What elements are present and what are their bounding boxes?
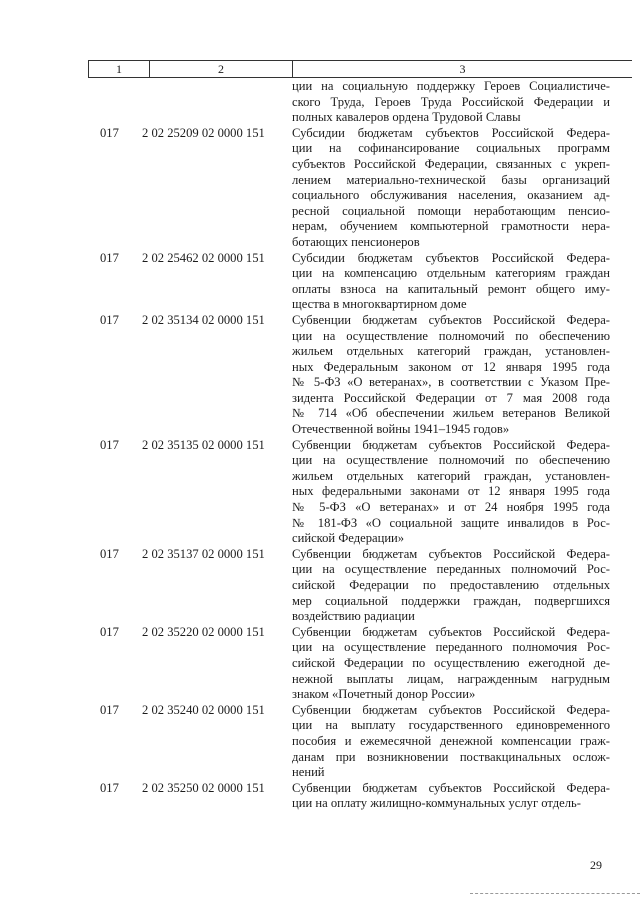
page-number: 29 <box>590 858 602 872</box>
description-line: жильем отдельных категорий граждан, установлен- <box>292 468 610 483</box>
description-line: ции на софинансирование социальных программ <box>292 141 610 156</box>
description-line: № 5-ФЗ «О ветеранах», в соответствии с Указом Пре- <box>292 375 610 390</box>
description-line: ции на осуществление переданных полномочий Рос- <box>292 562 610 577</box>
description-line: данам при возникновении поствакцинальных ослож- <box>292 749 610 764</box>
admin-code: 017 <box>100 437 119 452</box>
description-line: № 714 «Об обеспечении жильем ветеранов Великой <box>292 406 610 421</box>
description-line: мер социальной поддержки граждан, подвергшихся <box>292 593 610 608</box>
description-line: № 5-ФЗ «О ветеранах» и от 24 ноября 1995 года <box>292 500 610 515</box>
income-description <box>292 126 610 251</box>
description-line: ции на осуществление полномочий по обеспечению <box>292 453 610 468</box>
description-line: Субвенции бюджетам субъектов Российской Федера- <box>292 780 610 795</box>
description-line: жильем отдельных категорий граждан, установлен- <box>292 344 610 359</box>
description-line: пособия и ежемесячной денежной компенсации граж- <box>292 733 610 748</box>
description-line: ции на компенсацию отдельным категориям граждан <box>292 266 610 281</box>
description-line: сийской Федерации» <box>292 531 405 546</box>
budget-classification-code: 2 02 25209 02 0000 151 <box>142 125 265 140</box>
income-description <box>292 438 610 547</box>
description-line: щества в многоквартирном доме <box>292 297 467 312</box>
description-line: ции на оплату жилищно-коммунальных услуг отдель- <box>292 796 581 811</box>
description-line: сийской Федерации по предоставлению отдельных <box>292 578 610 592</box>
description-line: знаком «Почетный донор России» <box>292 687 476 702</box>
description-line: оплаты взноса на капитальный ремонт общего иму- <box>292 281 610 296</box>
admin-code: 017 <box>100 546 119 561</box>
description-line: ных Федеральным законом от 12 января 1995 года <box>292 359 610 374</box>
table-body <box>100 79 610 812</box>
description-line: зидента Российской Федерации от 7 мая 2008 года <box>292 390 610 405</box>
description-line: ции на социальную поддержку Героев Социалистиче- <box>292 79 610 93</box>
admin-code: 017 <box>100 250 119 265</box>
description-line: ции на выплату государственного единовременного <box>292 718 610 733</box>
income-description <box>292 625 610 703</box>
description-line: нерам, обучением компьютерной грамотности нера- <box>292 219 610 234</box>
admin-code <box>100 79 142 126</box>
description-line: сийской Федерации по осуществлению ежегодной де- <box>292 655 610 670</box>
budget-classification-code: 2 02 35220 02 0000 151 <box>142 624 265 639</box>
description-line: Субвенции бюджетам субъектов Российской Федера- <box>292 437 610 452</box>
description-line: Субвенции бюджетам субъектов Российской Федера- <box>292 702 610 717</box>
budget-classification-code: 2 02 35134 02 0000 151 <box>142 312 265 327</box>
description-line: Субвенции бюджетам субъектов Российской Федера- <box>292 546 610 561</box>
admin-code: 017 <box>100 780 119 795</box>
description-line: ботающих пенсионеров <box>292 234 420 249</box>
income-description <box>292 547 610 625</box>
table-row <box>100 251 610 313</box>
description-line: ского Труда, Героев Труда Российской Федерации и <box>292 94 610 109</box>
header-col-2: 2 <box>150 61 293 77</box>
table-row <box>100 313 610 438</box>
admin-code: 017 <box>100 125 119 140</box>
income-description <box>292 781 610 812</box>
table-row <box>100 79 610 126</box>
income-description <box>292 79 610 126</box>
description-line: полных кавалеров ордена Трудовой Славы <box>292 110 521 125</box>
description-line: Субвенции бюджетам субъектов Российской Федера- <box>292 624 610 639</box>
description-line: ции на осуществление полномочий по обеспечению <box>292 328 610 343</box>
description-line: нений <box>292 765 325 780</box>
description-line: нежной выплаты лицам, награжденным нагрудным <box>292 671 610 686</box>
description-line: Субвенции бюджетам субъектов Российской Федера- <box>292 312 610 327</box>
description-line: Отечественной войны 1941–1945 годов» <box>292 422 510 437</box>
description-line: субъектов Российской Федерации, связанных с укреп- <box>292 156 610 171</box>
description-line: Субсидии бюджетам субъектов Российской Федера- <box>292 125 610 140</box>
description-line: социального обслуживания населения, оказанием ад- <box>292 188 610 203</box>
table-row <box>100 438 610 547</box>
description-line: ресной социальной помощи неработающим пенсио- <box>292 203 610 218</box>
budget-classification-code: 2 02 35137 02 0000 151 <box>142 546 265 561</box>
table-row <box>100 126 610 251</box>
budget-classification-code: 2 02 25462 02 0000 151 <box>142 250 265 265</box>
budget-classification-code: 2 02 35250 02 0000 151 <box>142 780 265 795</box>
budget-classification-code: 2 02 35135 02 0000 151 <box>142 437 265 452</box>
footer-rule <box>470 893 640 894</box>
header-col-3: 3 <box>459 62 466 76</box>
description-line: ных федеральными законами от 12 января 1995 года <box>292 484 610 499</box>
description-line: лением материально-технической базы организаций <box>292 172 610 187</box>
admin-code: 017 <box>100 624 119 639</box>
description-line: воздействию радиации <box>292 609 415 624</box>
description-line: № 181-ФЗ «О социальной защите инвалидов в Рос- <box>292 515 610 530</box>
admin-code: 017 <box>100 312 119 327</box>
description-line: Субсидии бюджетам субъектов Российской Федера- <box>292 250 610 265</box>
budget-classification-code <box>142 79 292 126</box>
table-row <box>100 625 610 703</box>
budget-classification-code: 2 02 35240 02 0000 151 <box>142 702 265 717</box>
admin-code: 017 <box>100 702 119 717</box>
table-row <box>100 547 610 625</box>
description-line: ции на осуществление переданного полномочия Рос- <box>292 640 610 655</box>
table-row <box>100 781 610 812</box>
income-description <box>292 703 610 781</box>
income-description <box>292 313 610 438</box>
table-row <box>100 703 610 781</box>
header-col-1: 1 <box>88 61 150 77</box>
table-header <box>88 60 632 78</box>
income-description <box>292 251 610 313</box>
